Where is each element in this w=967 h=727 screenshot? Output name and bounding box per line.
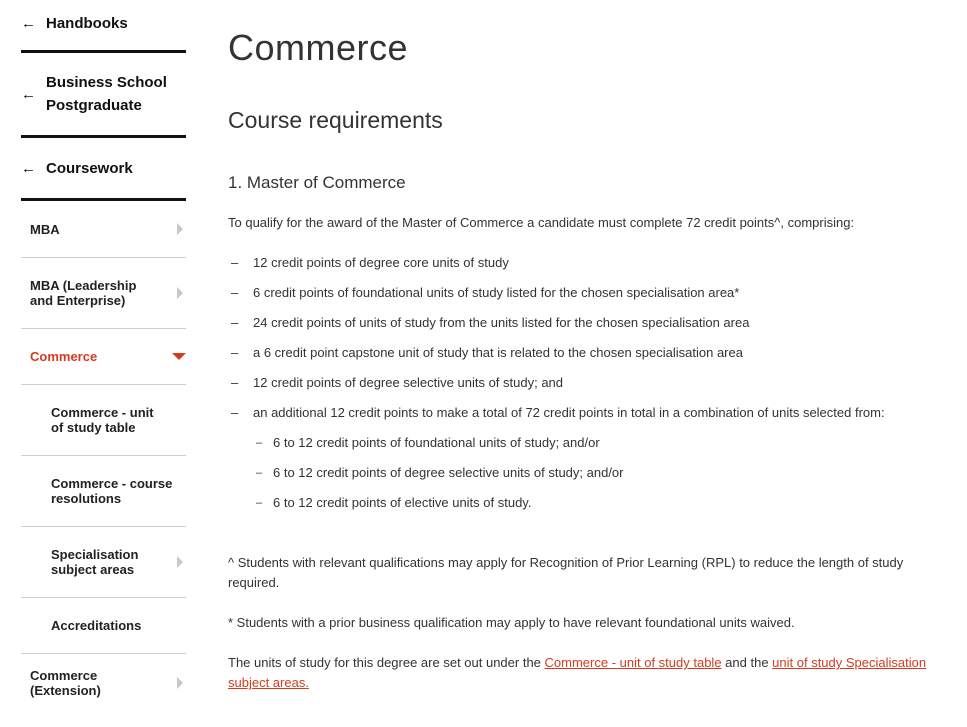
chevron-right-icon <box>177 287 183 299</box>
nested-list-item: – 6 to 12 credit points of elective units of study. <box>253 493 943 513</box>
back-link-label: Coursework <box>46 159 133 177</box>
rpl-note: ^ Students with relevant qualifications may apply for Recognition of Prior Learning (RPL) to reduce the length of study required. <box>228 555 904 590</box>
list-item: – 12 credit points of degree core units of study <box>228 253 943 273</box>
sidebar-item-label: Commerce (Extension) <box>30 668 101 698</box>
subheading: 1. Master of Commerce <box>228 173 406 192</box>
sidebar-item-label: Commerce - course resolutions <box>51 476 173 506</box>
arrow-left-icon: ← <box>21 85 36 103</box>
back-link-coursework[interactable] <box>21 138 186 201</box>
sidebar-item-commerce-unit-table[interactable] <box>21 385 186 456</box>
nested-requirements-list <box>253 433 943 513</box>
sidebar-nav <box>21 0 186 712</box>
chevron-down-icon <box>172 353 186 360</box>
chevron-right-icon <box>177 556 183 568</box>
paragraph-text: The units of study for this degree are set out under the <box>228 655 545 670</box>
units-of-study-paragraph <box>228 653 943 693</box>
requirements-list <box>228 253 943 523</box>
sidebar-item-mba[interactable] <box>21 201 186 258</box>
intro-paragraph: To qualify for the award of the Master of Commerce a candidate must complete 72 credit points^, comprising: <box>228 215 855 230</box>
list-item: – 6 credit points of foundational units of study listed for the chosen specialisation area* <box>228 283 943 303</box>
sidebar-item-label: Commerce - unit of study table <box>51 405 154 435</box>
sidebar-item-mba-leadership[interactable] <box>21 258 186 329</box>
specialisation-subject-areas-link[interactable]: unit of study Specialisation subject areas. <box>228 655 927 690</box>
list-item: – 12 credit points of degree selective units of study; and <box>228 373 943 393</box>
sidebar-item-commerce-extension[interactable] <box>21 654 186 712</box>
arrow-left-icon: ← <box>21 14 36 32</box>
sidebar-item-commerce-course-resolutions[interactable] <box>21 456 186 527</box>
section-heading: Course requirements <box>228 107 443 133</box>
sidebar-item-label: MBA <box>30 221 60 237</box>
back-link-handbooks[interactable] <box>21 0 186 53</box>
arrow-left-icon: ← <box>21 159 36 177</box>
sidebar-item-label: MBA (Leadership and Enterprise) <box>30 278 137 308</box>
list-item: – a 6 credit point capstone unit of study that is related to the chosen specialisation area <box>228 343 943 363</box>
sidebar-item-specialisation-subject-areas[interactable] <box>21 527 186 598</box>
sidebar-item-accreditations[interactable] <box>21 598 186 654</box>
unit-of-study-table-link[interactable]: Commerce - unit of study table <box>544 655 722 670</box>
chevron-right-icon <box>177 223 183 235</box>
list-item-with-sublist <box>228 403 943 513</box>
paragraph-text: and the <box>721 655 773 670</box>
business-qualification-note: * Students with a prior business qualification may apply to have relevant foundational units waived. <box>228 615 795 630</box>
back-link-business-school-postgraduate[interactable] <box>21 53 186 138</box>
sidebar-item-label: Accreditations <box>51 618 142 633</box>
chevron-right-icon <box>177 677 183 689</box>
sidebar-item-label: Specialisation subject areas <box>51 547 139 577</box>
back-link-label: Business School Postgraduate <box>46 74 167 114</box>
list-item: – 24 credit points of units of study from the units listed for the chosen specialisation area <box>228 313 943 333</box>
page-title: Commerce <box>228 27 409 68</box>
sidebar-item-commerce[interactable] <box>21 329 186 385</box>
nested-list-item: – 6 to 12 credit points of foundational units of study; and/or <box>253 433 943 453</box>
sidebar-item-label: Commerce <box>30 349 98 364</box>
list-item-text: an additional 12 credit points to make a total of 72 credit points in total in a combination of units selected from: <box>253 405 885 420</box>
back-link-label: Handbooks <box>46 14 128 32</box>
nested-list-item: – 6 to 12 credit points of degree selective units of study; and/or <box>253 463 943 483</box>
